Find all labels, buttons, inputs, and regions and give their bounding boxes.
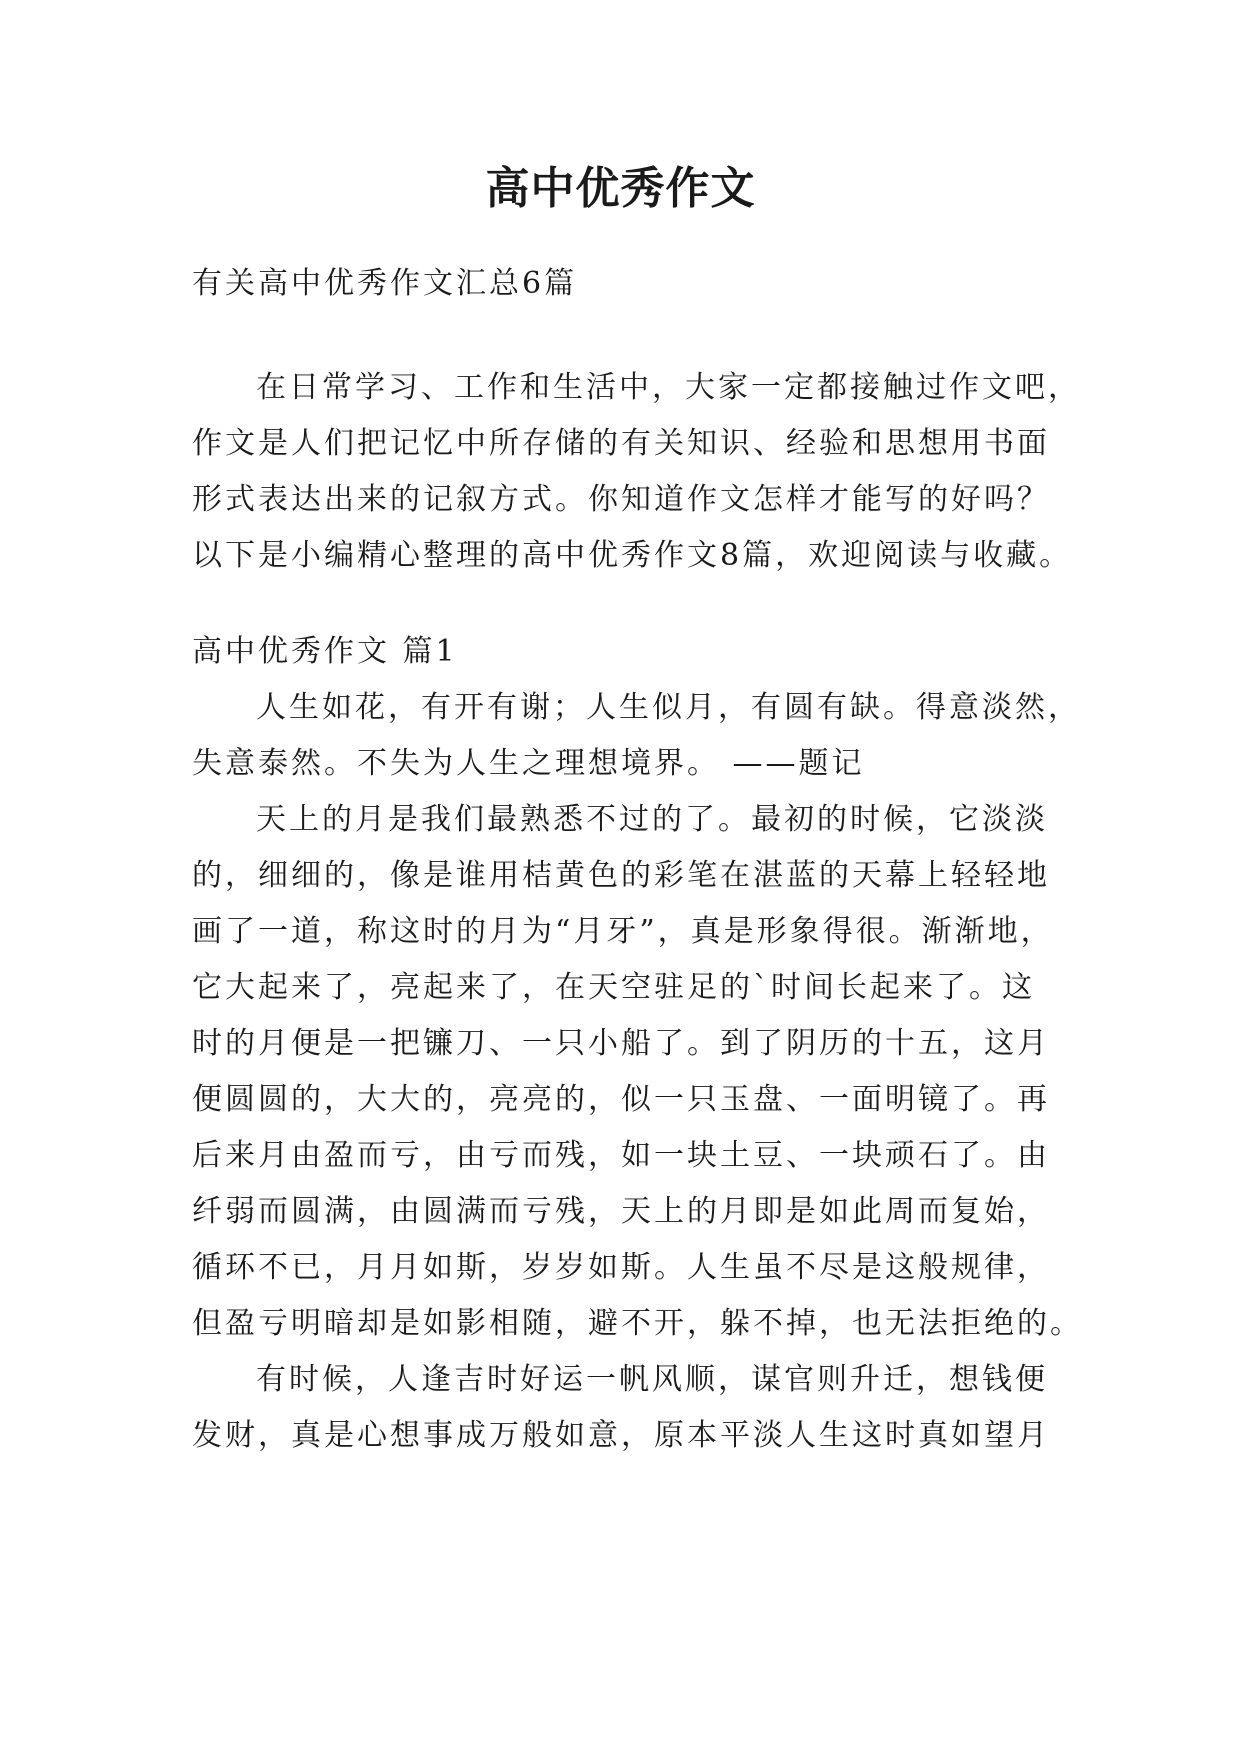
document-subtitle: 有关高中优秀作文汇总6篇 bbox=[192, 266, 578, 301]
body-line: 便圆圆的，大大的，亮亮的，似一只玉盘、一面明镜了。再 bbox=[192, 1082, 1050, 1117]
body-line: 人生如花，有开有谢；人生似月，有圆有缺。得意淡然， bbox=[256, 690, 1081, 725]
body-line: 时的月便是一把镰刀、一只小船了。到了阴历的十五，这月 bbox=[192, 1026, 1050, 1061]
body-line: 后来月由盈而亏，由亏而残，如一块土豆、一块顽石了。由 bbox=[192, 1138, 1050, 1173]
intro-line: 以下是小编精心整理的高中优秀作文8篇，欢迎阅读与收藏。 bbox=[192, 538, 1073, 573]
body-line: 天上的月是我们最熟悉不过的了。最初的时候，它淡淡 bbox=[256, 802, 1048, 837]
body-line: 失意泰然。不失为人生之理想境界。 ——题记 bbox=[192, 746, 865, 781]
body-line: 它大起来了，亮起来了，在天空驻足的`时间长起来了。这 bbox=[192, 970, 1035, 1005]
body-line: 循环不已，月月如斯，岁岁如斯。人生虽不尽是这般规律， bbox=[192, 1250, 1050, 1285]
body-line: 画了一道，称这时的月为“月牙”，真是形象得很。渐渐地， bbox=[192, 914, 1054, 949]
body-line: 纤弱而圆满，由圆满而亏残，天上的月即是如此周而复始， bbox=[192, 1194, 1050, 1229]
document-title: 高中优秀作文 bbox=[485, 163, 756, 214]
intro-line: 在日常学习、工作和生活中，大家一定都接触过作文吧， bbox=[256, 370, 1081, 405]
body-line: 有时候，人逢吉时好运一帆风顺，谋官则升迁，想钱便 bbox=[256, 1362, 1048, 1397]
intro-line: 形式表达出来的记叙方式。你知道作文怎样才能写的好吗？ bbox=[192, 482, 1050, 517]
body-line: 的，细细的，像是谁用桔黄色的彩笔在湛蓝的天幕上轻轻地 bbox=[192, 858, 1050, 893]
section-heading: 高中优秀作文 篇1 bbox=[192, 634, 458, 669]
intro-line: 作文是人们把记忆中所存储的有关知识、经验和思想用书面 bbox=[192, 426, 1050, 461]
body-line: 但盈亏明暗却是如影相随，避不开，躲不掉，也无法拒绝的。 bbox=[192, 1306, 1083, 1341]
body-line: 发财，真是心想事成万般如意，原本平淡人生这时真如望月 bbox=[192, 1418, 1050, 1453]
